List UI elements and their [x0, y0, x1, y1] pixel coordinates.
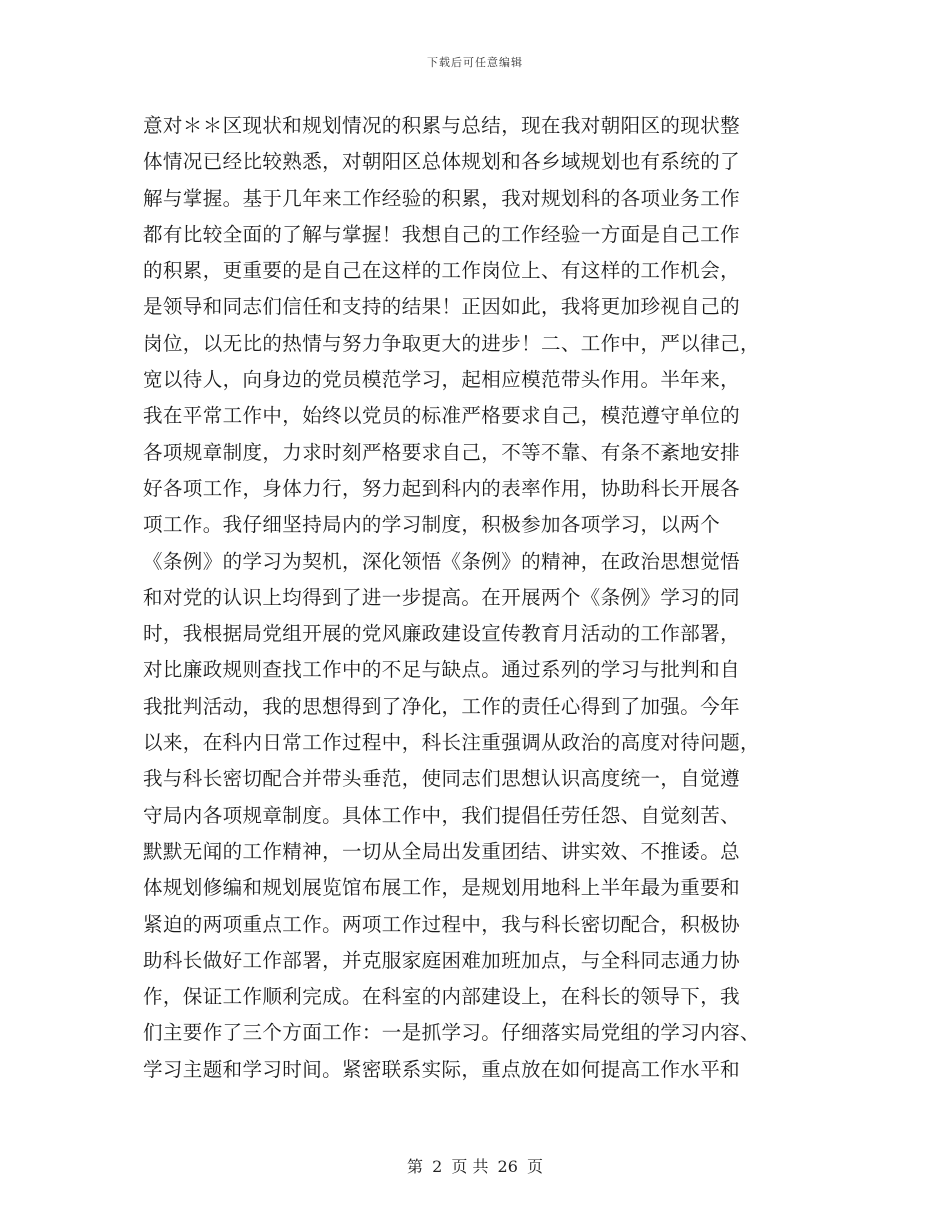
text-line: 助科长做好工作部署，并克服家庭困难加班加点，与全科同志通力协	[143, 948, 741, 972]
page-header-note: 下载后可任意编辑	[427, 56, 523, 69]
text-line: 我在平常工作中，始终以党员的标准严格要求自己，模范遵守单位的	[143, 404, 741, 428]
text-line: 意对＊＊区现状和规划情况的积累与总结，现在我对朝阳区的现状整	[143, 114, 741, 137]
text-line: 作，保证工作顺利完成。在科室的内部建设上，在科长的领导下，我	[143, 985, 741, 1009]
text-line: 都有比较全面的了解与掌握！我想自己的工作经验一方面是自己工作	[143, 222, 741, 246]
text-line: 学习主题和学习时间。紧密联系实际，重点放在如何提高工作水平和	[143, 1057, 741, 1081]
text-line: 们主要作了三个方面工作：一是抓学习。仔细落实局党组的学习内容、	[143, 1021, 760, 1045]
text-line: 我与科长密切配合并带头垂范，使同志们思想认识高度统一，自觉遵	[143, 767, 741, 791]
text-line: 岗位，以无比的热情与努力争取更大的进步！二、工作中，严以律己，	[143, 331, 760, 355]
text-line: 我批判活动，我的思想得到了净化，工作的责任心得到了加强。今年	[143, 694, 741, 718]
text-line: 的积累，更重要的是自己在这样的工作岗位上、有这样的工作机会，	[143, 259, 741, 283]
text-line: 是领导和同志们信任和支持的结果！正因如此，我将更加珍视自己的	[143, 295, 741, 319]
text-line: 体规划修编和规划展览馆布展工作，是规划用地科上半年最为重要和	[143, 876, 741, 900]
footer-suffix: 页	[527, 1157, 544, 1176]
footer-middle: 页 共	[451, 1157, 489, 1176]
text-line: 宽以待人，向身边的党员模范学习，起相应模范带头作用。半年来，	[143, 368, 741, 392]
text-line: 时，我根据局党组开展的党风廉政建设宣传教育月活动的工作部署，	[143, 622, 741, 646]
text-line: 紧迫的两项重点工作。两项工作过程中，我与科长密切配合，积极协	[143, 912, 741, 936]
text-line: 《条例》的学习为契机，深化领悟《条例》的精神，在政治思想觉悟	[143, 549, 741, 573]
text-line: 体情况已经比较熟悉，对朝阳区总体规划和各乡域规划也有系统的了	[143, 150, 741, 174]
text-line: 解与掌握。基于几年来工作经验的积累，我对规划科的各项业务工作	[143, 186, 741, 210]
text-line: 默默无闻的工作精神，一切从全局出发重团结、讲实效、不推诿。总	[143, 839, 741, 863]
total-page-count: 26	[497, 1157, 518, 1176]
text-line: 好各项工作，身体力行，努力起到科内的表率作用，协助科长开展各	[143, 476, 741, 500]
text-line: 和对党的认识上均得到了进一步提高。在开展两个《条例》学习的同	[143, 585, 741, 609]
footer-prefix: 第	[406, 1157, 423, 1176]
current-page-number: 2	[432, 1157, 443, 1176]
text-line: 项工作。我仔细坚持局内的学习制度，积极参加各项学习，以两个	[143, 513, 721, 537]
text-line: 以来，在科内日常工作过程中，科长注重强调从政治的高度对待问题，	[143, 731, 760, 755]
text-line: 各项规章制度，力求时刻严格要求自己，不等不靠、有条不紊地安排	[143, 440, 741, 464]
text-line: 对比廉政规则查找工作中的不足与缺点。通过系列的学习与批判和自	[143, 658, 741, 682]
document-body	[143, 108, 803, 1088]
page-footer	[0, 1154, 950, 1177]
text-line: 守局内各项规章制度。具体工作中，我们提倡任劳任怨、自觉刻苦、	[143, 803, 741, 827]
